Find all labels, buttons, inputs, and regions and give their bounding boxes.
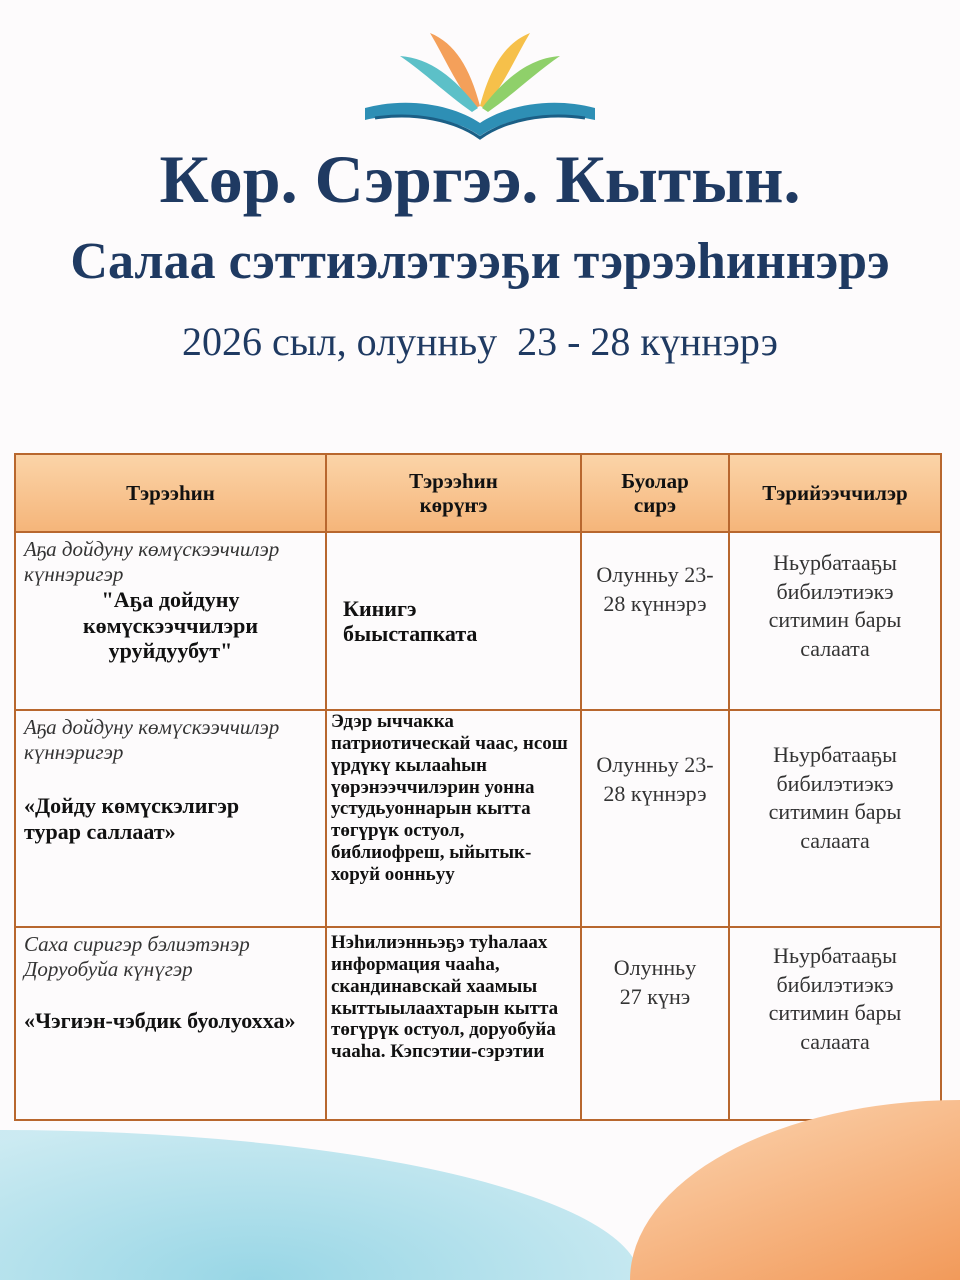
organizers-cell: Ньурбатааҕы бибилэтиэкэ ситимин бары салаата xyxy=(729,710,941,927)
organizers-cell: Ньурбатааҕы бибилэтиэкэ ситимин бары салаата xyxy=(729,532,941,710)
occasion-text: Саха сиригэр бэлиэтэнэр Доруобуйа күнүгэр xyxy=(24,932,250,982)
format-text: Нэһилиэнньэҕэ туһалаах информация чааһа, скандинавскай хаамыы кыттыылаахтарын кытта төгүрүк остуол, доруобуйа чааһа. Кэпсэтии-сэрэтии xyxy=(331,932,559,1063)
format-cell xyxy=(326,927,581,1120)
occasion-cell xyxy=(15,710,326,927)
format-text: Эдэр ыччакка патриотическай чаас, нсош үрдүкү кылааһын үөрэнээччилэрин уонна устудьуоннарын кытта төгүрүк остуол, библиофреш, ыйытык-хоруй оонньуу xyxy=(331,711,568,885)
when-cell: Олунньу 27 күнэ xyxy=(581,927,729,1120)
event-title: "Аҕа дойдуну көмүскээччилэри уруйдуубут" xyxy=(82,587,259,663)
event-title: «Дойду көмүскэлигэр турар саллаат» xyxy=(24,793,240,844)
events-table xyxy=(14,453,942,1121)
column-header: Тэрийээччилэр xyxy=(729,454,941,532)
occasion-cell xyxy=(15,927,326,1120)
table-row xyxy=(15,710,941,927)
table-header-row xyxy=(15,454,941,532)
column-header xyxy=(326,454,581,532)
occasion-text: Аҕа дойдуну көмүскээччилэр күннэригэр xyxy=(24,715,280,765)
occasion-text: Аҕа дойдуну көмүскээччилэр күннэригэр xyxy=(24,537,280,587)
orange-wave-decoration xyxy=(630,1100,960,1280)
blue-wave-decoration xyxy=(0,1130,640,1280)
when-cell: Олунньу 23-28 күннэрэ xyxy=(581,710,729,927)
date-line: 2026 сыл, олунньу 23 - 28 күннэрэ xyxy=(182,319,778,364)
page-title: Көр. Сэргээ. Кытын. xyxy=(159,141,801,217)
when-cell: Олунньу 23-28 күннэрэ xyxy=(581,532,729,710)
column-header-label: Тэрээһин көрүҥэ xyxy=(409,468,498,517)
page-subtitle: Салаа сэттиэлэтээҕи тэрээһиннэрэ xyxy=(70,233,890,290)
table-row xyxy=(15,532,941,710)
format-cell xyxy=(326,532,581,710)
format-cell xyxy=(326,710,581,927)
format-text: Кинигэ быыстапката xyxy=(343,595,478,646)
open-book-logo xyxy=(360,28,600,143)
table-row xyxy=(15,927,941,1120)
occasion-cell xyxy=(15,532,326,710)
event-title: «Чэгиэн-чэбдик буолуохха» xyxy=(24,1008,296,1034)
column-header xyxy=(581,454,729,532)
organizers-cell: Ньурбатааҕы бибилэтиэкэ ситимин бары салаата xyxy=(729,927,941,1120)
column-header: Тэрээһин xyxy=(15,454,326,532)
column-header-label: Буолар сирэ xyxy=(621,468,689,517)
